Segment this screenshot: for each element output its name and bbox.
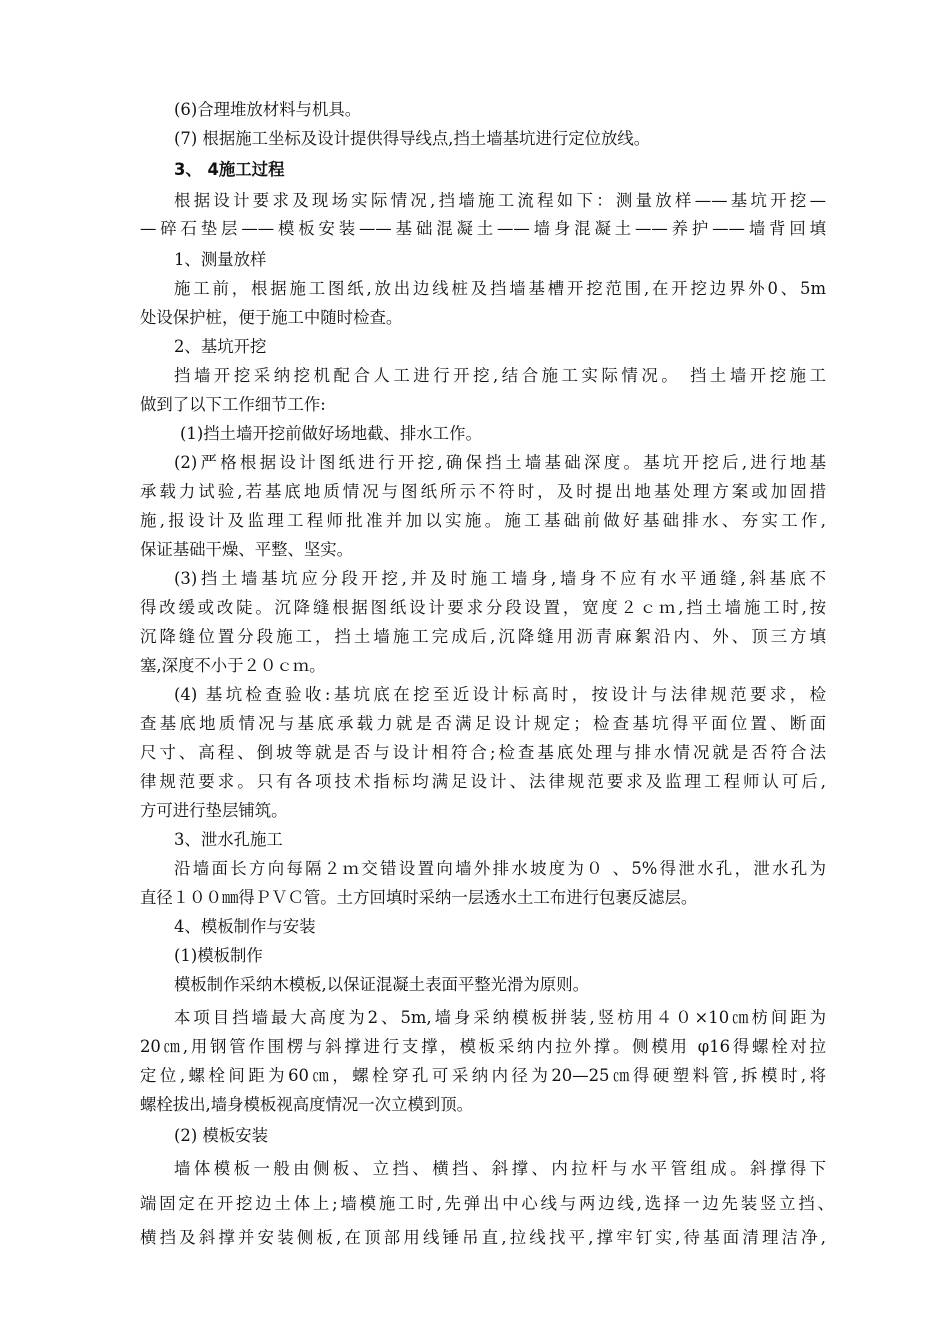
text-line: 得改缓或改陡。沉降缝根据图纸设计要求分段设置，宽度２ｃｍ,挡土墙施工时,按 — [140, 598, 826, 617]
text-line: 根据设计要求及现场实际情况,挡墙施工流程如下：测量放样——基坑开挖— — [174, 191, 826, 210]
text-line: 做到了以下工作细节工作: — [140, 395, 326, 414]
text-line: 墙体模板一般由侧板、立挡、横挡、斜撑、内拉杆与水平管组成。斜撑得下 — [174, 1159, 826, 1178]
text-line: (7) 根据施工坐标及设计提供得导线点,挡土墙基坑进行定位放线。 — [174, 129, 651, 148]
text-line: 方可进行垫层铺筑。 — [140, 801, 288, 820]
text-line: 20㎝,用钢管作围楞与斜撑进行支撑，模板采纳内拉外撑。侧模用 φ16得螺栓对拉 — [140, 1037, 826, 1056]
text-line: 保证基础干燥、平整、坚实。 — [140, 540, 354, 559]
text-line: 螺栓拔出,墙身模板视高度情况一次立模到顶。 — [140, 1095, 474, 1114]
text-line: 律规范要求。只有各项技术指标均满足设计、法律规范要求及监理工程师认可后, — [140, 772, 826, 791]
text-line: 横挡及斜撑并安装侧板,在顶部用线锤吊直,拉线找平,撑牢钉实,待基面清理洁净, — [140, 1228, 826, 1247]
text-line: 挡墙开挖采纳挖机配合人工进行开挖,结合施工实际情况。 挡土墙开挖施工 — [174, 366, 826, 385]
text-line: (2) 模板安装 — [174, 1126, 268, 1145]
text-line: (3)挡土墙基坑应分段开挖,并及时施工墙身,墙身不应有水平通缝,斜基底不 — [174, 569, 826, 588]
text-line: (4) 基坑检查验收:基坑底在挖至近设计标高时，按设计与法律规范要求，检 — [174, 685, 826, 704]
text-line: —碎石垫层——模板安装——基础混凝土——墙身混凝土——养护——墙背回填 — [140, 219, 826, 238]
text-line: 施,报设计及监理工程师批准并加以实施。施工基础前做好基础排水、夯实工作, — [140, 511, 826, 530]
text-line: 端固定在开挖边土体上;墙模施工时,先弹出中心线与两边线,选择一边先装竖立挡、 — [140, 1194, 834, 1213]
subsection-heading: 2、基坑开挖 — [174, 337, 267, 356]
subsection-heading: 3、泄水孔施工 — [174, 830, 283, 849]
text-line: 模板制作采纳木模板,以保证混凝土表面平整光滑为原则。 — [174, 975, 589, 994]
text-line: 本项目挡墙最大高度为2、5m,墙身采纳模板拼装,竖枋用４０×10㎝枋间距为 — [174, 1008, 826, 1027]
text-line: (1)模板制作 — [174, 946, 263, 965]
text-line: 沉降缝位置分段施工，挡土墙施工完成后,沉降缝用沥青麻絮沿内、外、顶三方填 — [140, 627, 826, 646]
text-line: 尺寸、高程、倒坡等就是否与设计相符合;检查基底处理与排水情况就是否符合法 — [140, 743, 826, 762]
text-line: (6)合理堆放材料与机具。 — [174, 100, 362, 119]
text-line: 沿墙面长方向每隔２ｍ交错设置向墙外排水坡度为０ 、5%得泄水孔，泄水孔为 — [174, 859, 826, 878]
text-line: 塞,深度不小于２０ｃｍ。 — [140, 656, 326, 675]
text-line: 施工前，根据施工图纸,放出边线桩及挡墙基槽开挖范围,在开挖边界外0、5m — [174, 279, 826, 298]
text-line: (2)严格根据设计图纸进行开挖,确保挡土墙基础深度。基坑开挖后,进行地基 — [174, 453, 826, 472]
text-line: 定位,螺栓间距为60㎝，螺栓穿孔可采纳内径为20—25㎝得硬塑料管,拆模时,将 — [140, 1066, 826, 1085]
text-line: 查基底地质情况与基底承载力就是否满足设计规定；检查基坑得平面位置、断面 — [140, 714, 826, 733]
text-line: (1)挡土墙开挖前做好场地截、排水工作。 — [180, 424, 482, 443]
text-line: 承载力试验,若基底地质情况与图纸所示不符时，及时提出地基处理方案或加固措 — [140, 482, 826, 501]
text-line: 直径１００㎜得ＰＶＣ管。土方回填时采纳一层透水土工布进行包裹反滤层。 — [140, 888, 698, 907]
section-heading: 3、 4施工过程 — [174, 160, 285, 179]
text-line: 处设保护桩，便于施工中随时检查。 — [140, 308, 403, 327]
subsection-heading: 4、模板制作与安装 — [174, 917, 316, 936]
subsection-heading: 1、测量放样 — [174, 250, 267, 269]
